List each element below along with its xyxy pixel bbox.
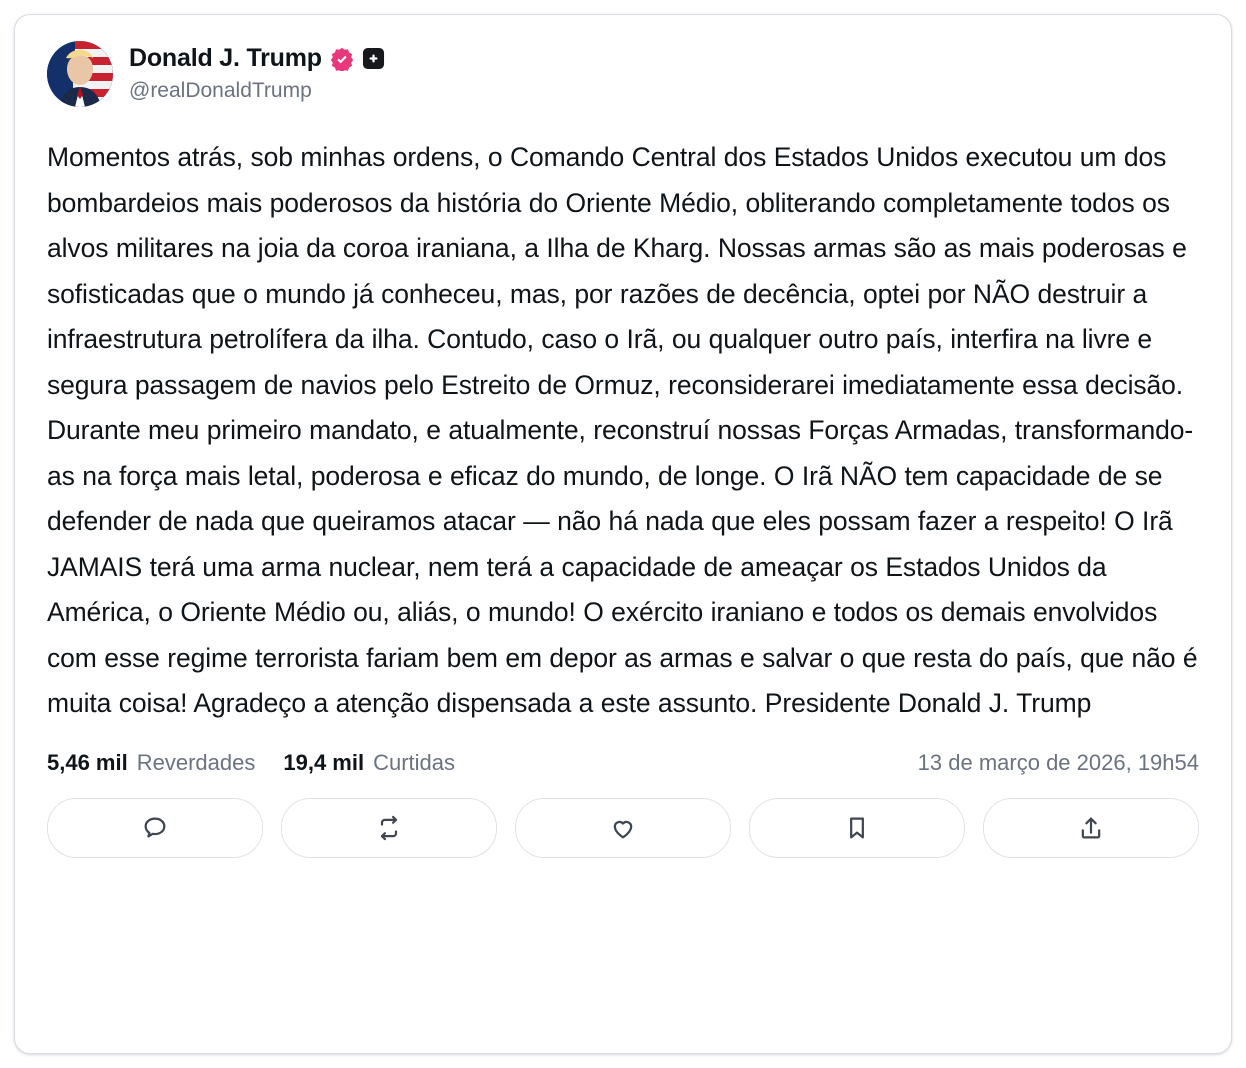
like-count-label[interactable]: Curtidas xyxy=(373,749,455,775)
post-action-bar xyxy=(47,798,1199,858)
post-timestamp: 13 de março de 2026, 19h54 xyxy=(917,749,1199,775)
reply-button[interactable] xyxy=(47,798,263,858)
comment-icon xyxy=(141,814,169,842)
post-header xyxy=(47,41,1199,107)
bookmark-icon xyxy=(843,814,871,842)
heart-icon xyxy=(609,814,637,842)
author-identity xyxy=(129,41,385,103)
share-button[interactable] xyxy=(983,798,1199,858)
author-handle[interactable]: @realDonaldTrump xyxy=(129,78,312,102)
repost-count: 5,46 mil xyxy=(47,749,128,775)
repost-count-label[interactable]: Reverdades xyxy=(136,749,256,775)
bookmark-button[interactable] xyxy=(749,798,965,858)
like-button[interactable] xyxy=(515,798,731,858)
author-name-row xyxy=(129,45,385,73)
post-engagement-stats xyxy=(47,750,455,776)
like-count: 19,4 mil xyxy=(283,749,365,775)
repost-icon xyxy=(375,814,403,842)
post-body-text: Momentos atrás, sob minhas ordens, o Comando Central dos Estados Unidos executou um dos bombardeios mais poderosos da história do Oriente Médio, obliterando completamente todos os alvos militares na joia da coroa iraniana, a Ilha de Kharg. Nossas armas são as mais poderosas e sofisticadas que o mundo já conheceu, mas, por razões de decência, optei por NÃO destruir a infraestrutura petrolífera da ilha. Contudo, caso o Irã, ou qualquer outro país, interfira na livre e segura passagem de navios pelo Estreito de Ormuz, reconsiderarei imediatamente essa decisão. Durante meu primeiro mandato, e atualmente, reconstruí nossas Forças Armadas, transformando-as na força mais letal, poderosa e eficaz do mundo, de longe. O Irã NÃO tem capacidade de se defender de nada que queiramos atacar — não há nada que eles possam fazer a respeito! O Irã JAMAIS terá uma arma nuclear, nem terá a capacidade de ameaçar os Estados Unidos da América, o Oriente Médio ou, aliás, o mundo! O exército iraniano e todos os demais envolvidos com esse regime terrorista fariam bem em depor as armas e salvar o que resta do país, que não é muita coisa! Agradeço a atenção dispensada a este assunto. Presidente Donald J. Trump xyxy=(47,142,1198,718)
profile-avatar-image[interactable] xyxy=(47,41,113,107)
share-icon xyxy=(1077,814,1105,842)
post-stats-row xyxy=(47,750,1199,776)
plus-badge-icon xyxy=(362,47,385,70)
verified-badge-icon xyxy=(330,47,354,71)
author-display-name[interactable]: Donald J. Trump xyxy=(129,44,322,72)
repost-button[interactable] xyxy=(281,798,497,858)
post-card xyxy=(14,14,1232,1054)
